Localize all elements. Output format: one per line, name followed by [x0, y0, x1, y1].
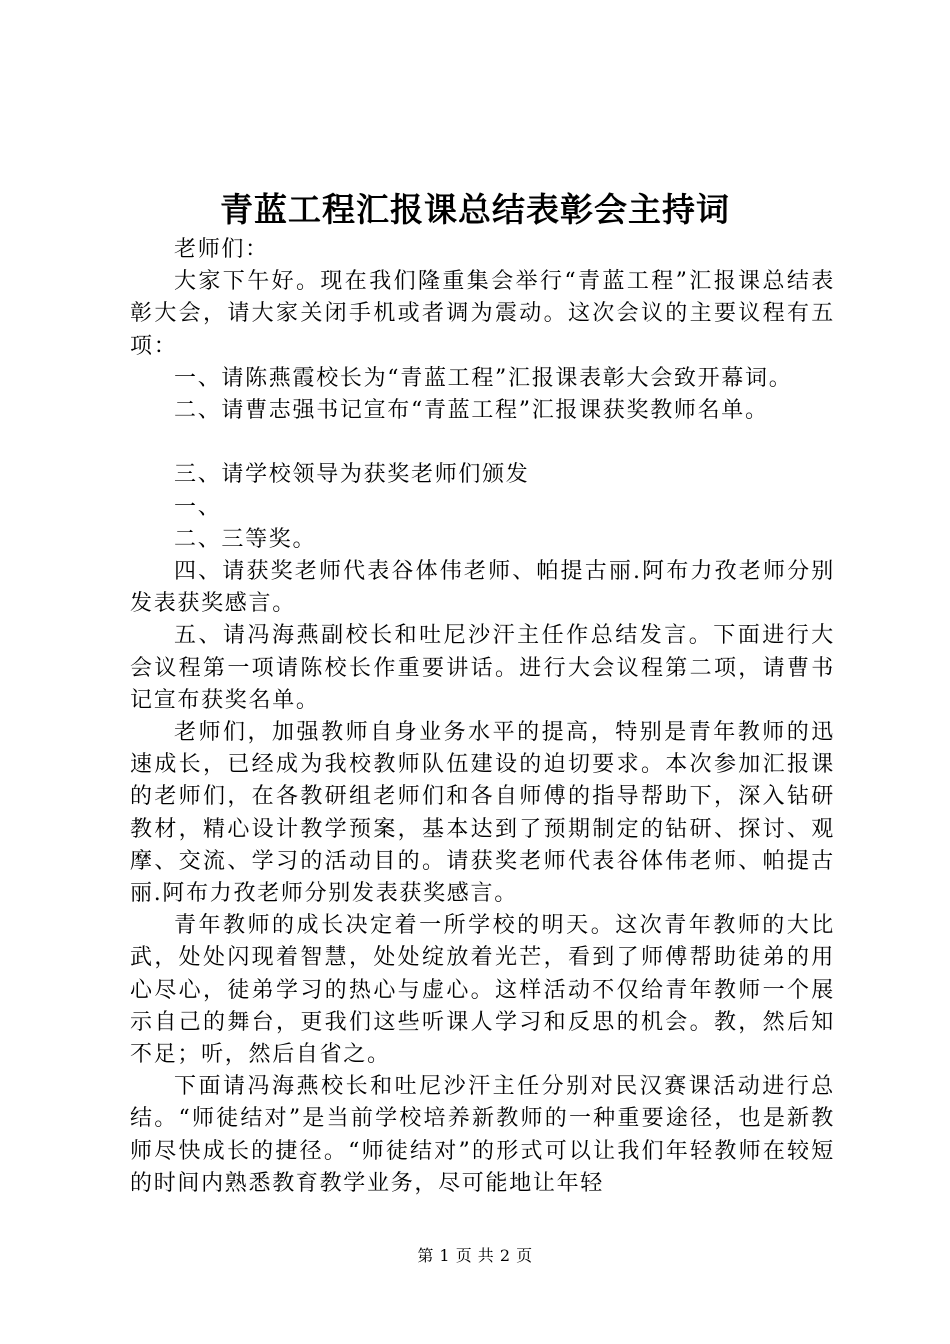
page-number: 第 1 页 共 2 页	[417, 1246, 533, 1265]
paragraph-greeting: 老师们：	[174, 237, 269, 262]
paragraph-agenda-3: 三、请学校领导为获奖老师们颁发	[174, 462, 530, 488]
paragraph-award-second-third: 二、三等奖。	[174, 526, 317, 552]
paragraph-opening: 大家下午好。现在我们隆重集会举行“青蓝工程”汇报课总结表彰大会，请大家关闭手机或者调为震动。这次会议的主要议程有五项：	[130, 269, 835, 359]
paragraph-agenda-5: 五、请冯海燕副校长和吐尼沙汗主任作总结发言。下面进行大会议程第一项请陈校长作重要讲话。进行大会议程第二项，请曹书记宣布获奖名单。	[130, 623, 835, 713]
paragraph-summary: 下面请冯海燕校长和吐尼沙汗主任分别对民汉赛课活动进行总结。“师徒结对”是当前学校培养新教师的一种重要途径，也是新教师尽快成长的捷径。“师徒结对”的形式可以让我们年轻教师在较短的时间内熟悉教育教学业务，尽可能地让年轻	[130, 1074, 835, 1196]
blank-line	[130, 427, 835, 459]
paragraph-young-teachers: 青年教师的成长决定着一所学校的明天。这次青年教师的大比武，处处闪现着智慧，处处绽放着光芒，看到了师傅帮助徒弟的用心尽心，徒弟学习的热心与虚心。这样活动不仅给青年教师一个展示自己的舞台，更我们这些听课人学习和反思的机会。教，然后知不足；听，然后自省之。	[130, 913, 835, 1068]
paragraph-agenda-1: 一、请陈燕霞校长为“青蓝工程”汇报课表彰大会致开幕词。	[174, 365, 793, 391]
paragraph-agenda-4: 四、请获奖老师代表谷体伟老师、帕提古丽.阿布力孜老师分别发表获奖感言。	[130, 559, 835, 617]
document-body	[130, 234, 835, 1200]
document-title: 青蓝工程汇报课总结表彰会主持词	[220, 190, 730, 229]
paragraph-teachers: 老师们，加强教师自身业务水平的提高，特别是青年教师的迅速成长，已经成为我校教师队伍建设的迫切要求。本次参加汇报课的老师们，在各教研组老师们和各自师傅的指导帮助下，深入钻研教材，精心设计教学预案，基本达到了预期制定的钻研、探讨、观摩、交流、学习的活动目的。请获奖老师代表谷体伟老师、帕提古丽.阿布力孜老师分别发表获奖感言。	[130, 720, 835, 907]
page-footer	[0, 1245, 950, 1267]
paragraph-award-first: 一、	[174, 494, 222, 520]
paragraph-agenda-2: 二、请曹志强书记宣布“青蓝工程”汇报课获奖教师名单。	[174, 398, 769, 424]
